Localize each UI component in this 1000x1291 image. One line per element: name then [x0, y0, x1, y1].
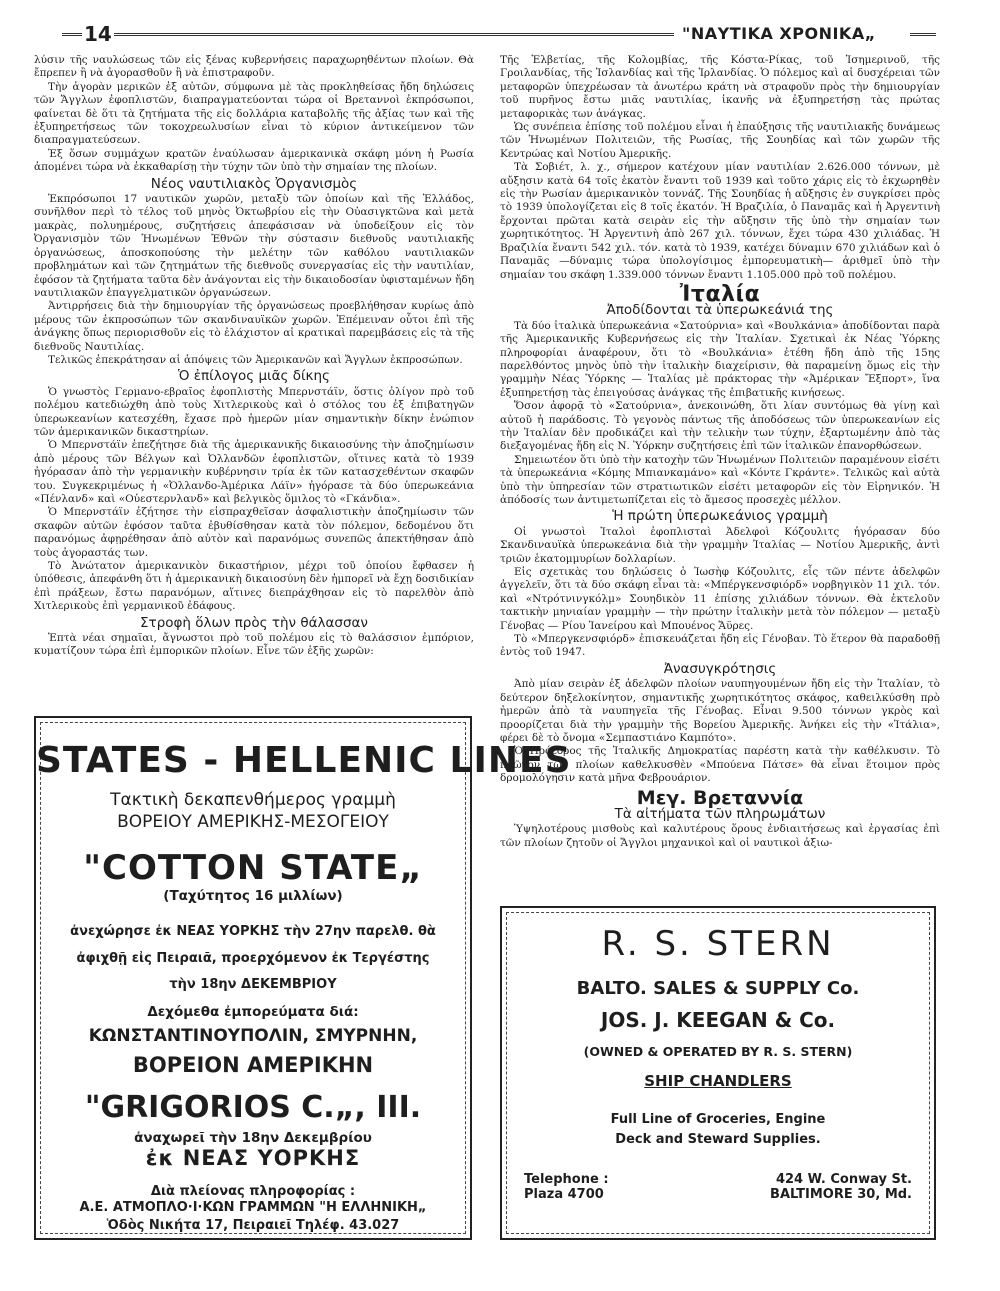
paragraph: Ὅσον ἀφορᾷ τὸ «Σατούρνια», ἀνεκοινώθη, ὅτι λίαν συντόμως θὰ γίνῃ καὶ αὐτοῦ ἡ παράδοσις. Τὸ γεγονὸς πάντως τῆς ἀποδόσεως τῶν ὑπερωκεανίων εἰς τὴν Ἰταλίαν δὲν προδικάζει καὶ τὴν τελικὴν των τύχην, ἐξαρτωμένην ἀπὸ τὰς διεξαγομένας ἤδη εἰς Ν. Ὑόρκην συζητήσεις ἐπὶ τῶν ἰταλικῶν ἐπανορθώσεων. [500, 400, 940, 453]
paragraph: Ἐξ ὅσων συμμάχων κρατῶν ἐναύλωσαν ἀμερικανικὰ σκάφη μόνη ἡ Ρωσία ἀπομένει τώρα νὰ ἐκκαθαρίσῃ τὴν τύχην τῶν ὑπὸ τὴν σημαίαν της πλοίων. [34, 147, 474, 174]
paragraph: Τῆς Ἑλβετίας, τῆς Κολομβίας, τῆς Κόστα-Ρίκας, τοῦ Ἰσημερινοῦ, τῆς Γροιλανδίας, τῆς Ἰσλανδίας καὶ τῆς Ἰρλανδίας. Ὁ πόλεμος καὶ αἱ δυσχέρειαι τῶν μεταφορῶν ὑπεχρέωσαν τὰ ἀνωτέρω κράτη νὰ στραφοῦν πρὸς τὴν δημιουργίαν τοῦ πυρῆνος ἔστω μιᾶς ναυτιλίας, ἱκανῆς νὰ ἐξυπηρετήσῃ τὰς πρώτας μεταφορικὰς των ἀνάγκας. [500, 54, 940, 120]
paragraph: Ὁ Πρόεδρος τῆς Ἰταλικῆς Δημοκρατίας παρέστη κατὰ τὴν καθέλκυσιν. Τὸ πρῶτον τῶν πλοίων καθελκυσθὲν «Μπούενα Πάτσε» θὰ εἶναι ἕτοιμον πρὸς δρομολόγησιν κατὰ μῆνα Φεβρουάριον. [500, 745, 940, 785]
paragraph: λύσιν τῆς ναυλώσεως τῶν εἰς ξένας κυβερνήσεις παραχωρηθέντων πλοίων. Θὰ ἔπρεπεν ἢ νὰ ἀγορασθοῦν ἢ νὰ ἐπιστραφοῦν. [34, 54, 474, 80]
section-heading: Ἡ πρώτη ὑπερωκεάνιος γραμμὴ [612, 508, 828, 525]
address-line: 424 W. Conway St. [775, 1172, 912, 1187]
ad-text: Full Line of Groceries, Engine [610, 1112, 826, 1127]
ad-address [770, 1172, 912, 1202]
ad-text: Deck and Steward Supplies. [615, 1132, 821, 1147]
paragraph: Τὸ «Μπεργκενσφιόρδ» ἐπισκευάζεται ἤδη εἰς Γένοβαν. Τὸ ἕτερον θὰ παραδοθῇ ἐντὸς τοῦ 1947. [500, 633, 940, 659]
paragraph: Τὴν ἀγορὰν μερικῶν ἐξ αὐτῶν, σύμφωνα μὲ τὰς προκληθείσας ἤδη δηλώσεις τῶν Ἄγγλων ἐφοπλιστῶν, διαπραγματεύονται τώρα οἱ Βρεταννοὶ ἐκπρόσωποι, φαίνεται δὲ ὅτι τὰ ζητήματα τῆς εἰς δολλάρια καταβολῆς τῆς ἀξίας των καὶ τῆς ἐξυπηρετήσεως τῶν τοκοχρεωλυσίων εἶναι τὸ κύριον ἀντικείμενον τῶν διαπραγματεύσεων. [34, 80, 474, 147]
ad-ship-name: "COTTON STATE„ [83, 848, 423, 888]
paragraph: Ὁ Μπερνστάϊν ἐζήτησε τὴν εἰσπραχθεῖσαν ἀσφαλιστικὴν ἀποζημίωσιν τῶν σκαφῶν αὐτῶν ἐφόσον ταῦτα ἐβυθίσθησαν κατὰ τὸν πόλεμον, δεδομένου ὅτι παρανόμως ἀφῃρέθησαν ἀπὸ αὐτὸν καὶ παρανόμως συνεπῶς ἀπεκτήθησαν ἀπὸ τοὺς ἀγοραστάς των. [34, 506, 474, 559]
paragraph: Ὡς συνέπεια ἐπίσης τοῦ πολέμου εἶναι ἡ ἐπαύξησις τῆς ναυτιλιακῆς δυνάμεως τῶν Ἡνωμένων Πολιτειῶν, τῆς Ρωσίας, τῆς Σουηδίας καὶ τῶν χωρῶν τῆς Κεντρώας καὶ Νοτίου Ἀμερικῆς. [500, 121, 940, 160]
ad-text: SHIP CHANDLERS [644, 1072, 792, 1090]
right-column [500, 54, 940, 850]
paragraph: Ὑψηλοτέρους μισθοὺς καὶ καλυτέρους ὅρους ἐνδιαιτήσεως καὶ ἐργασίας ἐπὶ τῶν πλοίων ζητοῦν οἱ Ἄγγλοι μηχανικοὶ καὶ οἱ ναυτικοὶ ἀξιω- [500, 823, 940, 849]
page-header [62, 24, 934, 50]
section-heading: Στροφὴ ὅλων πρὸς τὴν θάλασσαν [140, 614, 368, 631]
paragraph: Ἐκπρόσωποι 17 ναυτικῶν χωρῶν, μεταξὺ τῶν ὁποίων καὶ τῆς Ἑλλάδος, συνῆλθον περὶ τὸ τέλος τοῦ μηνὸς Ὀκτωβρίου εἰς τὴν Οὐασιγκτῶνα καὶ μετὰ μακρὰς, πολυημέρους, συζητήσεις ἀπεφάσισαν νὰ ὑποδείξουν εἰς τὸν Ὀργανισμὸν τῶν Ἡνωμένων Ἐθνῶν τὴν σύστασιν διεθνοῦς ναυτιλιακῆς ὀργανώσεως, ἀποσκοπούσης τὴν μελέτην τῶν καθόλου ναυτιλιακῶν προβλημάτων καὶ τῶν ζητημάτων τῆς διεθνοῦς συνεργασίας εἰς τὴν ναυτιλίαν, ἐφόσον τὰ ζητήματα ταῦτα δὲν ἀνάγονται εἰς τὴν δικαιοδοσίαν ὑφισταμένων ἤδη ναυτιλιακῶν ἐπαγγελματικῶν ὀργανώσεων. [34, 193, 474, 299]
left-column [34, 54, 474, 659]
address-line: BALTIMORE 30, Md. [770, 1187, 912, 1202]
country-heading: Μεγ. Βρεταννία [636, 786, 804, 809]
paragraph: Ὁ Μπερνστάϊν ἐπεζήτησε διὰ τῆς ἀμερικανικῆς δικαιοσύνης τὴν ἀποζημίωσιν ἀπὸ μέρους τῶν Βέλγων καὶ Ὀλλανδῶν ἐφοπλιστῶν, οἵτινες κατὰ τὸ 1939 ἠγόρασαν ἀπὸ τὴν γερμανικὴν κυβέρνησιν τρία ἐκ τῶν κατασχεθέντων σκαφῶν του. Συγκεκριμένως ἡ «Ὀλλανδο-Ἀμέρικα Λάϊν» ἠγόρασε τὰ δύο ὑπερωκεάνια «Πένλανδ» καὶ «Οὐεστερνλανδ» καὶ βελγικὸς ὅμιλος τὸ «Γκάνδια». [34, 439, 474, 505]
ad-text: ἀφιχθῇ εἰς Πειραιᾶ, προερχόμενον ἐκ Τεργέστης [76, 951, 430, 966]
header-rule [910, 33, 936, 36]
ad-text: Δεχόμεθα ἐμπορεύματα διά: [147, 1004, 359, 1020]
paragraph: Ἀπὸ μίαν σειρὰν ἐξ ἀδελφῶν πλοίων ναυπηγουμένων ἤδη εἰς τὴν Ἰταλίαν, τὸ δεύτερον δηξελοκίνητον, σημαντικῆς χωρητικότητος σκάφος, καθειλκύσθη πρὸ ἡμερῶν ἀπὸ τὰ ναυπηγεῖα τῆς Γένοβας. Εἶναι 9.500 τόννων γκρὸς καὶ προορίζεται διὰ τὴν γραμμὴν τῆς Βορείου Ἀμερικῆς. Ἀνήκει εἰς τὴν «Ἰτάλια», φέρει δὲ τὸ ὄνομα «Σεμπαστιάνο Καμπότο». [500, 678, 940, 744]
paragraph: Τὰ δύο ἰταλικὰ ὑπερωκεάνια «Σατούρνια» καὶ «Βουλκάνια» ἀποδίδονται παρὰ τῆς Ἀμερικανικῆς Κυβερνήσεως εἰς τὴν Ἰταλίαν. Σχετικαὶ ἐκ Νέας Ὑόρκης πληροφορίαι ἀναφέρουν, ὅτι τὸ «Βουλκάνια» ἐτέθη ἤδη ἀπὸ τῆς 15ης παρελθόντος μηνὸς ὑπὸ τὴν ἰταλικὴν διαχείρισιν, θὰ παραμείνῃ ὅμως εἰς τὴν γραμμὴν Νέας Ὑόρκης — Ἰταλίας μὲ πράκτορας τὴν «Ἀμέρικαν Ἔξπορτ», ἵνα ἐξυπηρετήσῃ τὰς ἐπειγούσας ἀνάγκας τῆς ἐπιβατικῆς κινήσεως. [500, 319, 940, 399]
telephone-label: Telephone : [524, 1172, 609, 1187]
telephone-number: Plaza 4700 [524, 1187, 604, 1202]
ad-title: R. S. STERN [601, 924, 835, 964]
ad-company: BALTO. SALES & SUPPLY Co. [576, 978, 860, 999]
country-heading: Ἰταλία [679, 281, 761, 307]
ad-title: STATES - HELLENIC LINES [36, 740, 572, 781]
paragraph: Ἀντιρρήσεις διὰ τὴν δημιουργίαν τῆς ὀργανώσεως προεβλήθησαν κυρίως ἀπὸ μέρους τῶν ἐκπροσώπων τῶν σκανδιναυϊκῶν χωρῶν. Ἐπέμειναν οὗτοι ἐπὶ τῆς ἀνάγκης ὅπως περιορισθοῦν εἰς τὸ ἐλάχιστον αἱ κρατικαὶ παρεμβάσεις εἰς τὰ τῆς διεθνοῦς Ναυτιλίας. [34, 300, 474, 353]
advertisement-rs-stern [500, 906, 936, 1240]
ad-info: Ὁδὸς Νικήτα 17, Πειραιεῖ Τηλέφ. 43.027 [106, 1218, 400, 1233]
ad-text: ἀναχωρεῖ τὴν 18ην Δεκεμβρίου [134, 1130, 372, 1146]
section-heading: Νέος ναυτιλιακὸς Ὀργανισμὸς [150, 175, 358, 192]
paragraph: Τελικῶς ἐπεκράτησαν αἱ ἀπόψεις τῶν Ἀμερικανῶν καὶ Ἄγγλων ἐκπροσώπων. [48, 353, 463, 366]
masthead: "ΝΑΥΤΙΚΑ ΧΡΟΝΙΚΑ„ [682, 24, 876, 43]
ad-telephone [524, 1172, 609, 1202]
ad-ports: ΒΟΡΕΙΟΝ ΑΜΕΡΙΚΗΝ [132, 1053, 374, 1077]
paragraph: Εἰς σχετικὰς του δηλώσεις ὁ Ἰωσὴφ Κόζουλιτς, εἷς τῶν πέντε ἀδελφῶν ἀγγελεῖν, ὅτι τὰ δύο σκάφη εἶναι τὰ: «Μπέργκενσφιόρδ» νορβηγικὸν 11 χιλ. τόν. καὶ «Ντρότνινγκόλμ» Σουηδικὸν 11 ἐπίσης χιλιάδων τόννων. Θὰ ἐκτελοῦν τακτικὴν μηνιαίαν γραμμὴν — τὴν πρώτην ἰταλικὴν μετὰ τὸν πόλεμον — μεταξὺ Γένοβας — Ρίου Ἰανείρου καὶ Μπουένος Ἄϋρες. [500, 566, 940, 632]
ad-ship-name: "GRIGORIOS C.„, III. [84, 1090, 422, 1125]
header-rule [62, 33, 82, 36]
section-heading: Ἀποδίδονται τὰ ὑπερωκεάνιά της [606, 302, 834, 319]
paragraph: Τὰ Σοβιέτ, λ. χ., σήμερον κατέχουν μίαν ναυτιλίαν 2.626.000 τόννων, μὲ αὔξησιν κατὰ 64 τοῖς ἑκατὸν ἔναντι τοῦ 1939 καὶ τοῦτο χάρις εἰς τὸ ἐκχωρηθὲν εἰς τὴν Ρωσίαν ἀμερικανικὸν τοννάζ. Τῆς Σουηδίας ἡ αὔξησις ἐν συγκρίσει πρὸς τὸ 1939 ὑπολογίζεται εἰς 8 τοῖς ἑκατόν. Ἡ Βραζιλία, ὁ Παναμᾶς καὶ ἡ Ἀργεντινὴ ἔρχονται πρῶται κατὰ σειρὰν εἰς τὴν αὔξησιν τῆς ὑπὸ τὴν σημαίαν των χωρητικότητος. Ἡ Ἀργεντινὴ ἀπὸ 267 χιλ. τόννων, ἔχει τώρα 430 χιλιάδας. Ἡ Βραζιλία ἔναντι 542 χιλ. τόν. κατὰ τὸ 1939, κατέχει δύναμιν 670 χιλιάδων καὶ ὁ Παναμᾶς —δύναμις τώρα ὑπολογίσιμος ἐμπορευματικὴ— ἀριθμεῖ ὑπὸ τὴν σημαίαν του σκάφη 1.339.000 τόννων ἔναντι 1.105.000 πρὸ τοῦ πολέμου. [500, 161, 940, 281]
page-number: 14 [84, 22, 112, 46]
ad-ports: ΚΩΝΣΤΑΝΤΙΝΟΥΠΟΛΙΝ, ΣΜΥΡΝΗΝ, [88, 1026, 418, 1046]
paragraph: Ἑπτὰ νέαι σημαῖαι, ἄγνωστοι πρὸ τοῦ πολέμου εἰς τὸ θαλάσσιον ἐμπόριον, κυματίζουν τώρα ἐπὶ ἐμπορικῶν πλοίων. Εἶνε τῶν ἑξῆς χωρῶν: [34, 632, 474, 658]
paragraph: Σημειωτέον ὅτι ὑπὸ τὴν κατοχὴν τῶν Ἡνωμένων Πολιτειῶν παραμένουν εἰσέτι τὰ ὑπερωκεάνια «Κόμης Μπιανκαμάνο» καὶ «Κόντε Γκράντε». Τελικῶς καὶ αὐτὰ ὑπὸ τὴν ὑπηρεσίαν τῶν στρατιωτικῶν εἰσέτι μεταφορῶν εἰς τὸν Εἰρηνικόν. Ἡ ἀπόδοσίς των ἀντιμετωπίζεται εἰς τὸ ἄμεσος προσεχὲς μέλλον. [500, 453, 940, 506]
ad-info: Διὰ πλείονας πληροφορίας : [150, 1184, 356, 1199]
ad-text: τὴν 18ην ΔΕΚΕΜΒΡΙΟΥ [169, 977, 337, 992]
ad-route: ΒΟΡΕΙΟΥ ΑΜΕΡΙΚΗΣ-ΜΕΣΟΓΕΙΟΥ [117, 812, 389, 832]
section-heading: Ὁ ἐπίλογος μιᾶς δίκης [178, 368, 330, 385]
header-rule [114, 33, 674, 36]
ad-info: Α.Ε. ΑΤΜΟΠΛΟ·Ι·ΚΩΝ ΓΡΑΜΜΩΝ "Η ΕΛΛΗΝΙΚΗ„ [79, 1200, 427, 1215]
section-heading: Τὰ αἰτήματα τῶν πληρωμάτων [614, 805, 826, 822]
ad-ship-speed: (Ταχύτητος 16 μιλλίων) [163, 888, 343, 904]
paragraph: Οἱ γνωστοὶ Ἰταλοὶ ἐφοπλισταὶ Ἀδελφοὶ Κόζουλιτς ἠγόρασαν δύο Σκανδιναυϊκὰ ὑπερωκεάνια διὰ τὴν γραμμὴν Ἰταλίας — Νοτίου Ἀμερικῆς, ἀντὶ τριῶν ἑκατομμυρίων δολλαρίων. [500, 525, 940, 565]
paragraph: Τὸ Ἀνώτατον ἀμερικανικὸν δικαστήριον, μέχρι τοῦ ὁποίου ἔφθασεν ἡ ὑπόθεσις, ἀπεφάνθη ὅτι ἡ ἀμερικανικὴ δικαιοσύνη δὲν ἠμπορεῖ νὰ ἔχῃ δοσιδικίαν ἐπὶ πράξεων, ἔστω παρανόμων, αἵτινες διεπράχθησαν εἰς τὸ παρελθὸν ἀπὸ Χιτλερικοὺς ἐπὶ γερμανικοῦ ἐδάφους. [34, 560, 474, 613]
ad-company: JOS. J. KEEGAN & Co. [600, 1008, 836, 1032]
ad-text: ἀνεχώρησε ἐκ ΝΕΑΣ ΥΟΡΚΗΣ τὴν 27ην παρελθ. θὰ [70, 924, 436, 939]
ad-text: ἐκ ΝΕΑΣ ΥΟΡΚΗΣ [145, 1146, 361, 1170]
ad-subtitle: Τακτικὴ δεκαπενθήμερος γραμμὴ [110, 790, 396, 810]
section-heading: Ἀνασυγκρότησις [663, 660, 777, 677]
paragraph: Ὁ γνωστὸς Γερμανο-εβραῖος ἐφοπλιστὴς Μπερνστάϊν, ὅστις ὀλίγον πρὸ τοῦ πολέμου κατεδιώχθη ἀπὸ τοὺς Χιτλερικοὺς καὶ ὁ στόλος του ἐξ ἐπιβατηγῶν ὑπερωκεανίων κατεσχέθη, ἔχασε πρὸ ἡμερῶν μίαν σημαντικὴν δίκην ἐνώπιον τῶν ἀμερικανικῶν δικαστηρίων. [34, 385, 474, 438]
ad-text: (OWNED & OPERATED BY R. S. STERN) [583, 1044, 853, 1059]
